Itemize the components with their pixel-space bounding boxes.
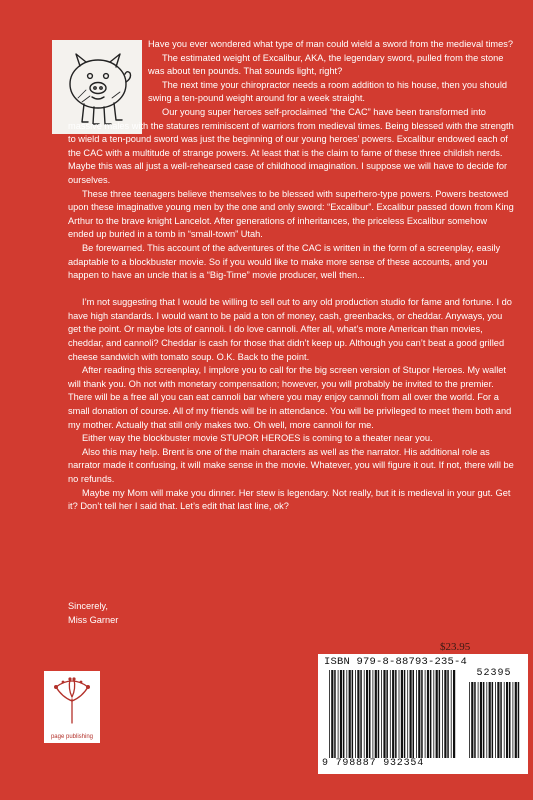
paragraph: The estimated weight of Excalibur, AKA, the legendary sword, pulled from the stone was about ten pounds. That sounds light, right? [148,52,504,77]
paragraph: Be forewarned. This account of the adventures of the CAC is written in the form of a screenplay, easily adaptable to a blockbuster movie. So if you would like to make more sense of these accounts, and you happen to have an uncle that is a “Big-Time” movie producer, well then... [68,242,501,281]
publisher-logo [44,671,100,743]
ean-barcode-icon [328,670,458,758]
price: $23.95 [440,641,471,653]
paragraph: These three teenagers believe themselves to be blessed with superhero-type powers. Powers bestowed upon these imaginative young men by the one and only sword: “Excalibur”. Excalibur passed down from King Arthur to the brave knight Lancelot. After generations of inheritances, the priceless Excalibur somehow ended up buried in a tomb in “small-town” Utah. [68,188,514,240]
paragraph: Also this may help. Brent is one of the main characters as well as the narrator. His additional role as narrator made it confusing, it will make sense in the movie. Whatever, you will figure it out. If not, there will be no refunds. [68,446,514,484]
paragraph: Maybe my Mom will make you dinner. Her stew is legendary. Not really, but it is medieval in your gut. Get it? Don’t tell her I said that. Let’s edit that last line, ok? [68,487,511,512]
paragraph: After reading this screenplay, I implore you to call for the big screen version of Stupor Heroes. My wallet will thank you. Oh not with monetary compensation; however, you will probably be invited to the premier. There will be a free all you can eat cannoli bar where you may enjoy cannoli from all over the world. For a small donation of course. All of my friends will be in attendance. You will be privileged to meet them both and my mother. Actually that still only makes two. Oh well, more cannoli for me. [68,365,512,430]
paragraph: The next time your chiropractor needs a room addition to his house, then you should swing a ten-pound weight around for a week straight. [148,79,508,104]
barcode [318,654,528,774]
publisher-name: page publishing [50,734,94,740]
addon-barcode-icon [468,682,520,758]
signoff-closing: Sincerely, [68,601,108,611]
paragraph: I’m not suggesting that I would be willing to sell out to any old production studio for fame and fortune. I do have high standards. I would want to be paid a ton of money, cash, greenbacks, or cheddar. Anyways, you get the point. Or maybe lots of cannoli. I do love cannoli. After all, what’s more American than movies, cheddar, and cannoli? Cheddar is cash for those that didn’t keep up. Although you can’t beat a good grilled cheese sandwich with tomato soup. O.K. Back to the point. [68,297,512,362]
ean-digits: 9 798887 932354 [322,758,425,769]
signoff-name: Miss Garner [68,614,119,625]
blurb-text [68,38,514,514]
tree-logo-icon [44,671,100,727]
addon-digits: 52395 [476,668,512,679]
isbn-label: ISBN 979-8-88793-235-4 [324,656,468,668]
paragraph: Either way the blockbuster movie STUPOR HEROES is coming to a theater near you. [82,433,433,444]
paragraph: Our young super heroes self-proclaimed “the CAC” have been transformed into massive males with the statures reminiscent of warriors from medieval times. Being blessed with the strength to wield a ten-pound sword was just the beginning of our young heroes’ powers. Excalibur endowed each of the CAC with a multitude of strange powers. At least that is the claim to fame of these three childish nerds. Maybe this was all just a well-rehearsed case of childhood imagination. I suppose we will have to decide for ourselves. [68,106,514,185]
paragraph: Have you ever wondered what type of man could wield a sword from the medieval times? [148,39,514,49]
signoff [68,600,118,627]
